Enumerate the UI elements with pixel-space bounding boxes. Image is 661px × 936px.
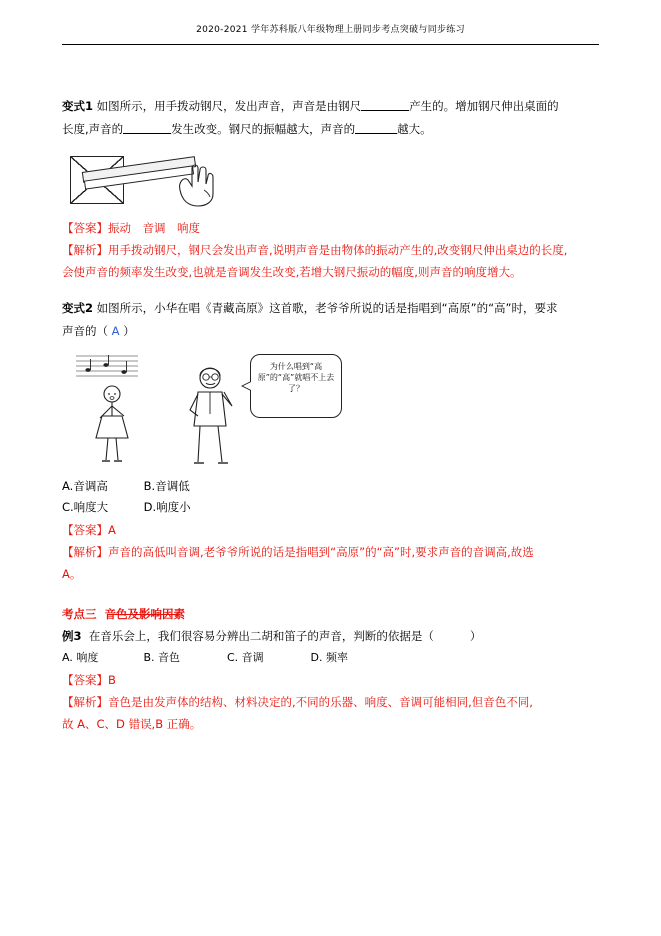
question-2-analysis-line1 [62, 542, 599, 562]
question-2-number: 2 [85, 301, 94, 315]
section-heading-inner [62, 606, 185, 622]
speech-bubble-tail-inner [243, 382, 251, 390]
question-3-answer [62, 670, 599, 690]
girl-singing-illustration [86, 382, 138, 464]
option-a-q3[interactable]: A. 响度 [62, 651, 99, 664]
analysis-label-2: 【解析】 [62, 545, 108, 559]
question-1-number: 1 [85, 99, 94, 113]
speech-bubble [250, 354, 342, 418]
question-3-options [62, 647, 599, 668]
section-title: 音色及影响因素 [104, 607, 186, 621]
question-3-analysis-line2: 故 A、C、D 错误,B 正确。 [62, 717, 202, 731]
fill-blank-2 [123, 133, 171, 134]
question-1-part1: 如图所示，用手拨动钢尺，发出声音，声音是由钢尺 [96, 99, 362, 113]
option-b-q2[interactable]: B.音调低 [143, 479, 190, 493]
analysis-label-3: 【解析】 [62, 695, 108, 709]
answer-label-1: 【答案】 [62, 221, 108, 235]
speech-bubble-text: 为什么唱到“高原”的“高”就唱不上去了？ [257, 362, 335, 393]
question-1-analysis-line1 [62, 240, 599, 260]
page-header: 2020-2021 学年苏科版八年级物理上册同步考点突破与同步练习 [196, 25, 465, 35]
question-3-end: ） [469, 629, 482, 643]
question-2-answer [62, 520, 599, 540]
option-c-q3[interactable]: C. 音调 [227, 651, 264, 664]
question-1-part5: 越大。 [397, 122, 432, 136]
answer-label-2: 【答案】 [62, 523, 108, 537]
header-divider [62, 44, 599, 45]
question-2-text-line2 [62, 321, 599, 342]
question-2-line2-post: ） [123, 324, 135, 338]
question-1-answer [62, 218, 599, 238]
question-1-part2: 产生的。增加钢尺伸出桌面的 [409, 99, 559, 113]
answer-text-1: 振动 音调 响度 [108, 221, 200, 235]
question-2-analysis-line2: A。 [62, 567, 82, 581]
section-label: 考点三 [62, 607, 97, 621]
fill-blank-1 [361, 110, 409, 111]
answer-text-2: A [108, 523, 116, 537]
music-staff-icon [74, 352, 140, 386]
analysis-text-1a: 用手拨动钢尺，钢尺会发出声音,说明声音是由物体的振动产生的,改变钢尺伸出桌边的长度, [108, 243, 568, 257]
old-man-illustration [180, 362, 246, 466]
question-3-label: 例 [62, 629, 74, 643]
question-1-text-line2 [62, 119, 599, 140]
section-heading [62, 606, 185, 622]
question-3-body: 在音乐会上，我们很容易分辨出二胡和笛子的声音，判断的依据是（ [88, 629, 434, 643]
question-2-text [62, 298, 599, 319]
question-1-part4: 发生改变。钢尺的振幅越大，声音的 [171, 122, 356, 136]
question-2-options-row2 [62, 497, 599, 518]
question-2-options [62, 476, 599, 518]
question-2-line2-pre: 声音的（ [62, 324, 108, 338]
hand-icon [174, 160, 218, 208]
question-3-number: 3 [73, 629, 82, 643]
option-a-q2[interactable]: A.音调高 [62, 479, 108, 493]
question-1-part3: 长度,声音的 [62, 122, 124, 136]
figure-singing-scene [68, 348, 358, 470]
question-3-text [62, 626, 599, 647]
question-3-analysis-line1 [62, 692, 599, 712]
question-2-selected-answer: A [111, 324, 120, 338]
option-d-q3[interactable]: D. 频率 [310, 651, 348, 664]
question-2-label: 变式 [62, 301, 85, 315]
question-1-text [62, 96, 599, 117]
answer-text-3: B [108, 673, 116, 687]
question-1-analysis-line2: 会使声音的频率发生改变,也就是音调发生改变,若增大钢尺振动的幅度,则声音的响度增大。 [62, 265, 522, 279]
analysis-label-1: 【解析】 [62, 243, 108, 257]
document-content [62, 96, 599, 736]
answer-label-3: 【答案】 [62, 673, 108, 687]
question-1-label: 变式 [62, 99, 85, 113]
option-c-q2[interactable]: C.响度大 [62, 500, 109, 514]
option-b-q3[interactable]: B. 音色 [143, 651, 181, 664]
fill-blank-3 [355, 133, 397, 134]
question-2-options-row1 [62, 476, 599, 497]
figure-ruler-experiment [70, 146, 230, 214]
analysis-text-3a: 音色是由发声体的结构、材料决定的,不同的乐器、响度、音调可能相同,但音色不同, [108, 695, 533, 709]
option-d-q2[interactable]: D.响度小 [143, 500, 191, 514]
question-2-line1: 如图所示，小华在唱《青藏高原》这首歌，老爷爷所说的话是指唱到“高原”的“高”时，要求 [96, 301, 558, 315]
analysis-text-2a: 声音的高低叫音调,老爷爷所说的话是指唱到“高原”的“高”时,要求声音的音调高,故选 [108, 545, 534, 559]
